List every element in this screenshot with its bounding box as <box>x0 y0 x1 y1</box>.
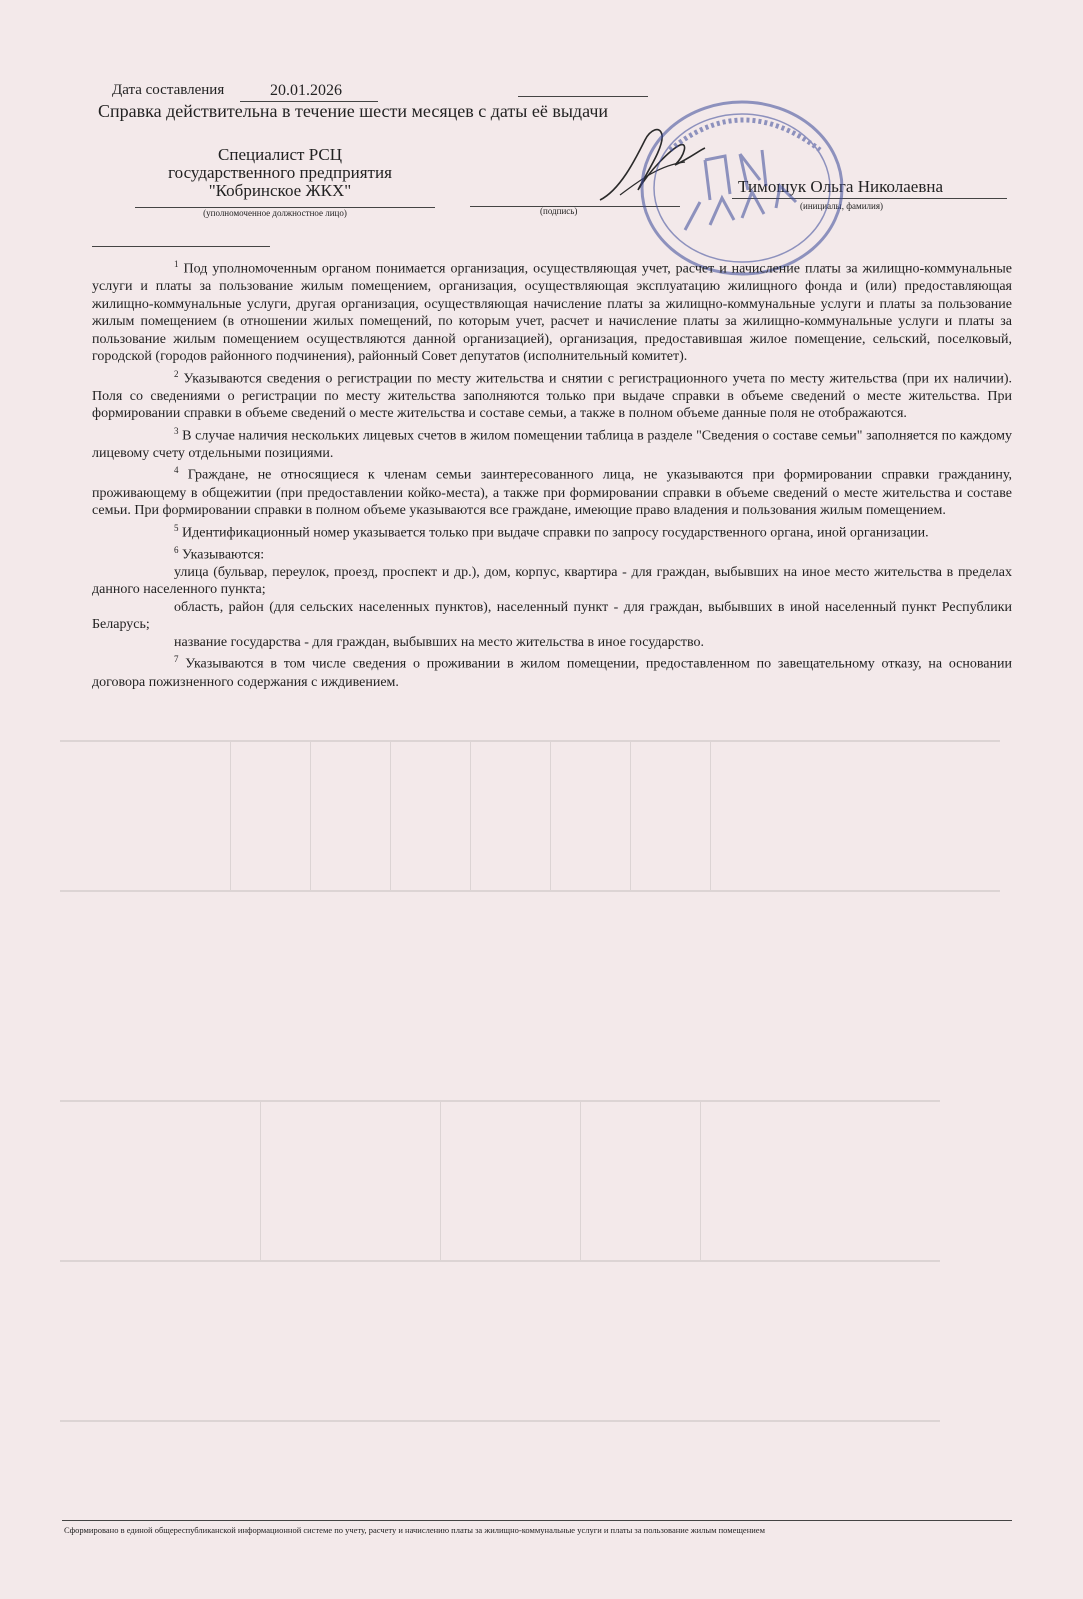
footnote-6-item-country: название государства - для граждан, выбывших на место жительства в иное государство. <box>174 634 705 650</box>
blank-underline <box>518 96 648 97</box>
footnotes-section <box>92 256 1012 691</box>
position-line-2: государственного предприятия <box>168 163 392 182</box>
official-stamp <box>630 90 850 280</box>
position-line-3: "Кобринское ЖКХ" <box>208 181 352 200</box>
footnote-6-item-street: улица (бульвар, переулок, проезд, проспект и др.), дом, корпус, квартира - для граждан, выбывших на иное место жительства в пределах данного населенного пункта; <box>92 564 1012 598</box>
signatory-position <box>120 146 440 200</box>
position-line-1: Специалист РСЦ <box>218 145 342 164</box>
footer-rule <box>62 1520 1012 1521</box>
footnote-5: $^5$ Идентификационный номер указывается только при выдаче справки по запросу государственного органа, иной организации. <box>174 522 929 541</box>
footnote-4: $^4$ Граждане, не относящиеся к членам семьи заинтересованного лица, не указываются при формировании справки гражданину, проживающему в общежитии (при предоставлении койко-места), а также при формировании справки в объеме сведений о месте жительства и составе семьи. При формировании справки в полном объеме указываются все граждане, имеющие право владения и пользования жилым помещением. <box>92 465 1013 519</box>
name-caption: (инициалы, фамилия) <box>800 201 883 211</box>
footnote-2: $^2$ Указываются сведения о регистрации по месту жительства и снятии с регистрационного учета по месту жительства (при их наличии). Поля со сведениями о регистрации по месту жительства заполняются только при выдаче справки в объеме сведений о месте жительства. При формировании справки в объеме сведений о месте жительства и составе семьи, а также в полном объеме данные поля не отображаются. <box>92 368 1012 422</box>
footnotes-separator <box>92 246 270 247</box>
signature-caption: (подпись) <box>540 206 578 216</box>
footnote-6: $^6$ Указываются: <box>174 544 265 563</box>
footnote-7: $^7$ Указываются в том числе сведения о проживании в жилом помещении, предоставленном по завещательному отказу, на основании договора пожизненного содержания с иждивением. <box>92 654 1012 690</box>
validity-statement: Справка действительна в течение шести месяцев с даты её выдачи <box>98 101 609 121</box>
footnote-1: $^1$ Под уполномоченным органом понимается организация, осуществляющая учет, расчет и начисление платы за жилищно-коммунальные услуги и платы за пользование жилым помещением, организация, осуществляющая эксплуатацию жилищного фонда и (или) предоставляющая жилищно-коммунальные услуги, другая организация, осуществляющая начисление платы за жилищно-коммунальные услуги и платы за пользование жилым помещением (в отношении жилых помещений, по которым учет, расчет и начисление платы за жилищно-коммунальные услуги и платы за пользование жилым помещением осуществляются данной организацией), организация, предоставившая жилое помещение, сельский, поселковый, городской (городов районного подчинения), районный Совет депутатов (исполнительный комитет). <box>92 259 1012 365</box>
footnote-3: $^3$ В случае наличия нескольких лицевых счетов в жилом помещении таблица в разделе "Сведения о составе семьи" заполняется по каждому лицевому счету отдельными позициями. <box>92 425 1012 461</box>
date-value: 20.01.2026 <box>270 82 342 99</box>
signatory-name: Тимошук Ольга Николаевна <box>738 177 943 196</box>
footer-text: Сформировано в единой общереспубликанской информационной системе по учету, расчету и начислению платы за жилищно-коммунальные услуги и платы за пользование жилым помещением <box>64 1525 765 1535</box>
footnote-6-item-region: область, район (для сельских населенных пунктов), населенный пункт - для граждан, выбывших в иной населенный пункт Республики Беларусь; <box>92 599 1012 633</box>
position-caption: (уполномоченное должностное лицо) <box>203 208 347 218</box>
date-label: Дата составления <box>112 82 225 98</box>
reverse-side-bleed <box>60 740 1010 1460</box>
